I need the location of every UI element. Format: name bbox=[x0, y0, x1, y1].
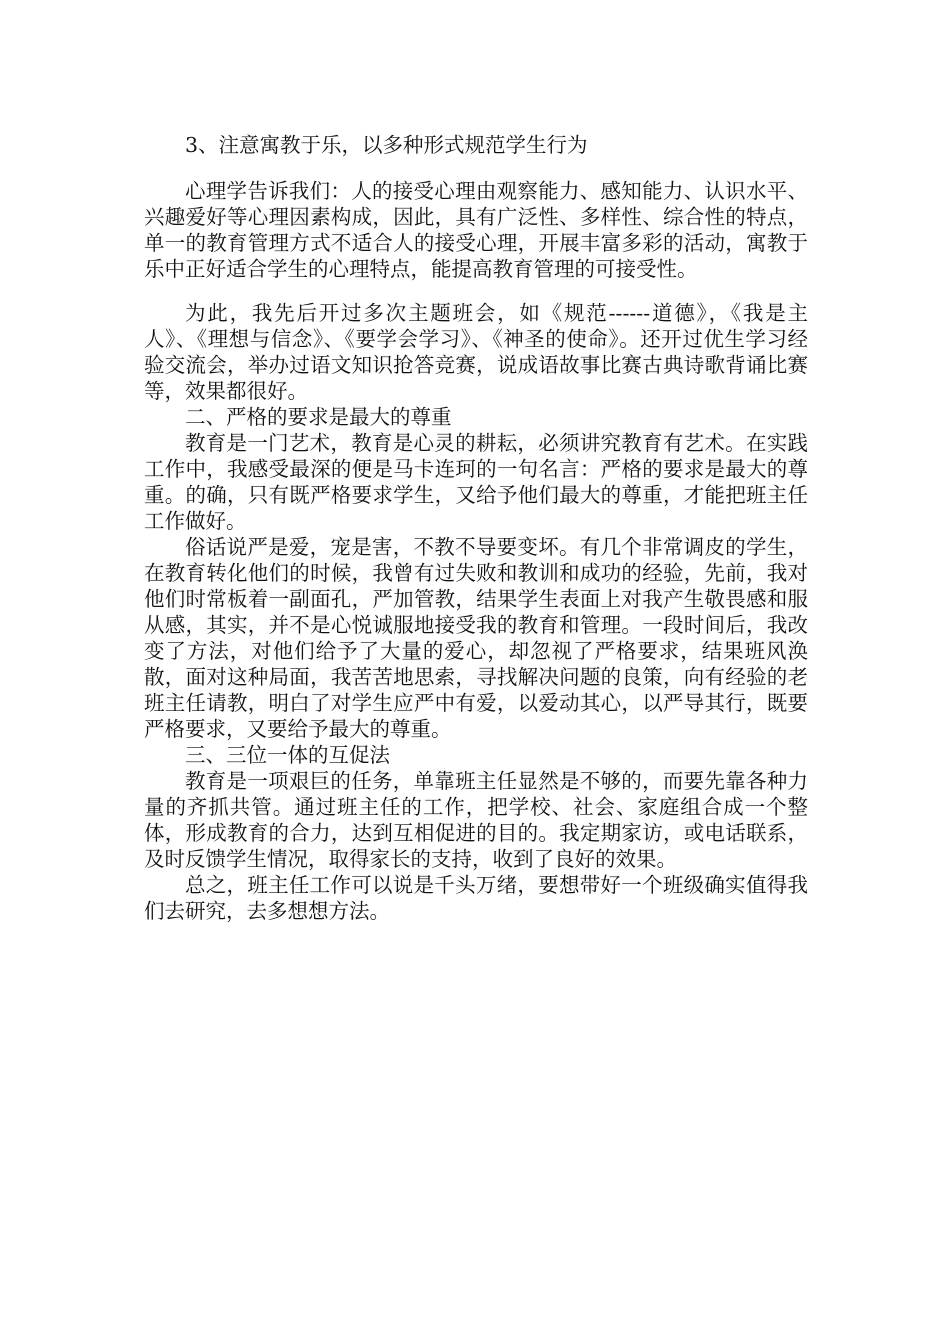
paragraph-education-art: 教育是一门艺术，教育是心灵的耕耘，必须讲究教育有艺术。在实践工作中，我感受最深的便是马卡连珂的一句名言：严格的要求是最大的尊重。的确，只有既严格要求学生，又给予他们最大的尊重，才能把班主任工作做好。 bbox=[144, 431, 808, 533]
document-body bbox=[144, 132, 808, 924]
section-heading-2: 二、严格的要求是最大的尊重 bbox=[185, 405, 452, 429]
subheading-3: 3、注意寓教于乐，以多种形式规范学生行为 bbox=[185, 133, 588, 157]
paragraph-psychology: 心理学告诉我们：人的接受心理由观察能力、感知能力、认识水平、兴趣爱好等心理因素构成，因此，具有广泛性、多样性、综合性的特点，单一的教育管理方式不适合人的接受心理，开展丰富多彩的活动，寓教于乐中正好适合学生的心理特点，能提高教育管理的可接受性。 bbox=[144, 179, 808, 281]
paragraph-class-meetings: 为此，我先后开过多次主题班会，如《规范------道德》，《我是主人》、《理想与信念》、《要学会学习》、《神圣的使命》。还开过优生学习经验交流会，举办过语文知识抢答竞赛，说成语故事比赛古典诗歌背诵比赛等，效果都很好。 bbox=[144, 301, 808, 403]
paragraph-strict-love: 俗话说严是爱，宠是害，不教不导要变坏。有几个非常调皮的学生，在教育转化他们的时候，我曾有过失败和教训和成功的经验，先前，我对他们时常板着一副面孔，严加管教，结果学生表面上对我产生敬畏感和服从感，其实，并不是心悦诚服地接受我的教育和管理。一段时间后，我改变了方法，对他们给予了大量的爱心，却忽视了严格要求，结果班风涣散，面对这种局面，我苦苦地思索，寻找解决问题的良策，向有经验的老班主任请教，明白了对学生应严中有爱，以爱动其心，以严导其行，既要严格要求，又要给予最大的尊重。 bbox=[144, 535, 808, 741]
paragraph-conclusion: 总之，班主任工作可以说是千头万绪，要想带好一个班级确实值得我们去研究，去多想想方法。 bbox=[144, 873, 808, 923]
paragraph-three-in-one: 教育是一项艰巨的任务，单靠班主任显然是不够的，而要先靠各种力量的齐抓共管。通过班主任的工作，把学校、社会、家庭组合成一个整体，形成教育的合力，达到互相促进的目的。我定期家访，或电话联系，及时反馈学生情况，取得家长的支持，收到了良好的效果。 bbox=[144, 769, 808, 871]
section-heading-3: 三、三位一体的互促法 bbox=[185, 743, 390, 767]
